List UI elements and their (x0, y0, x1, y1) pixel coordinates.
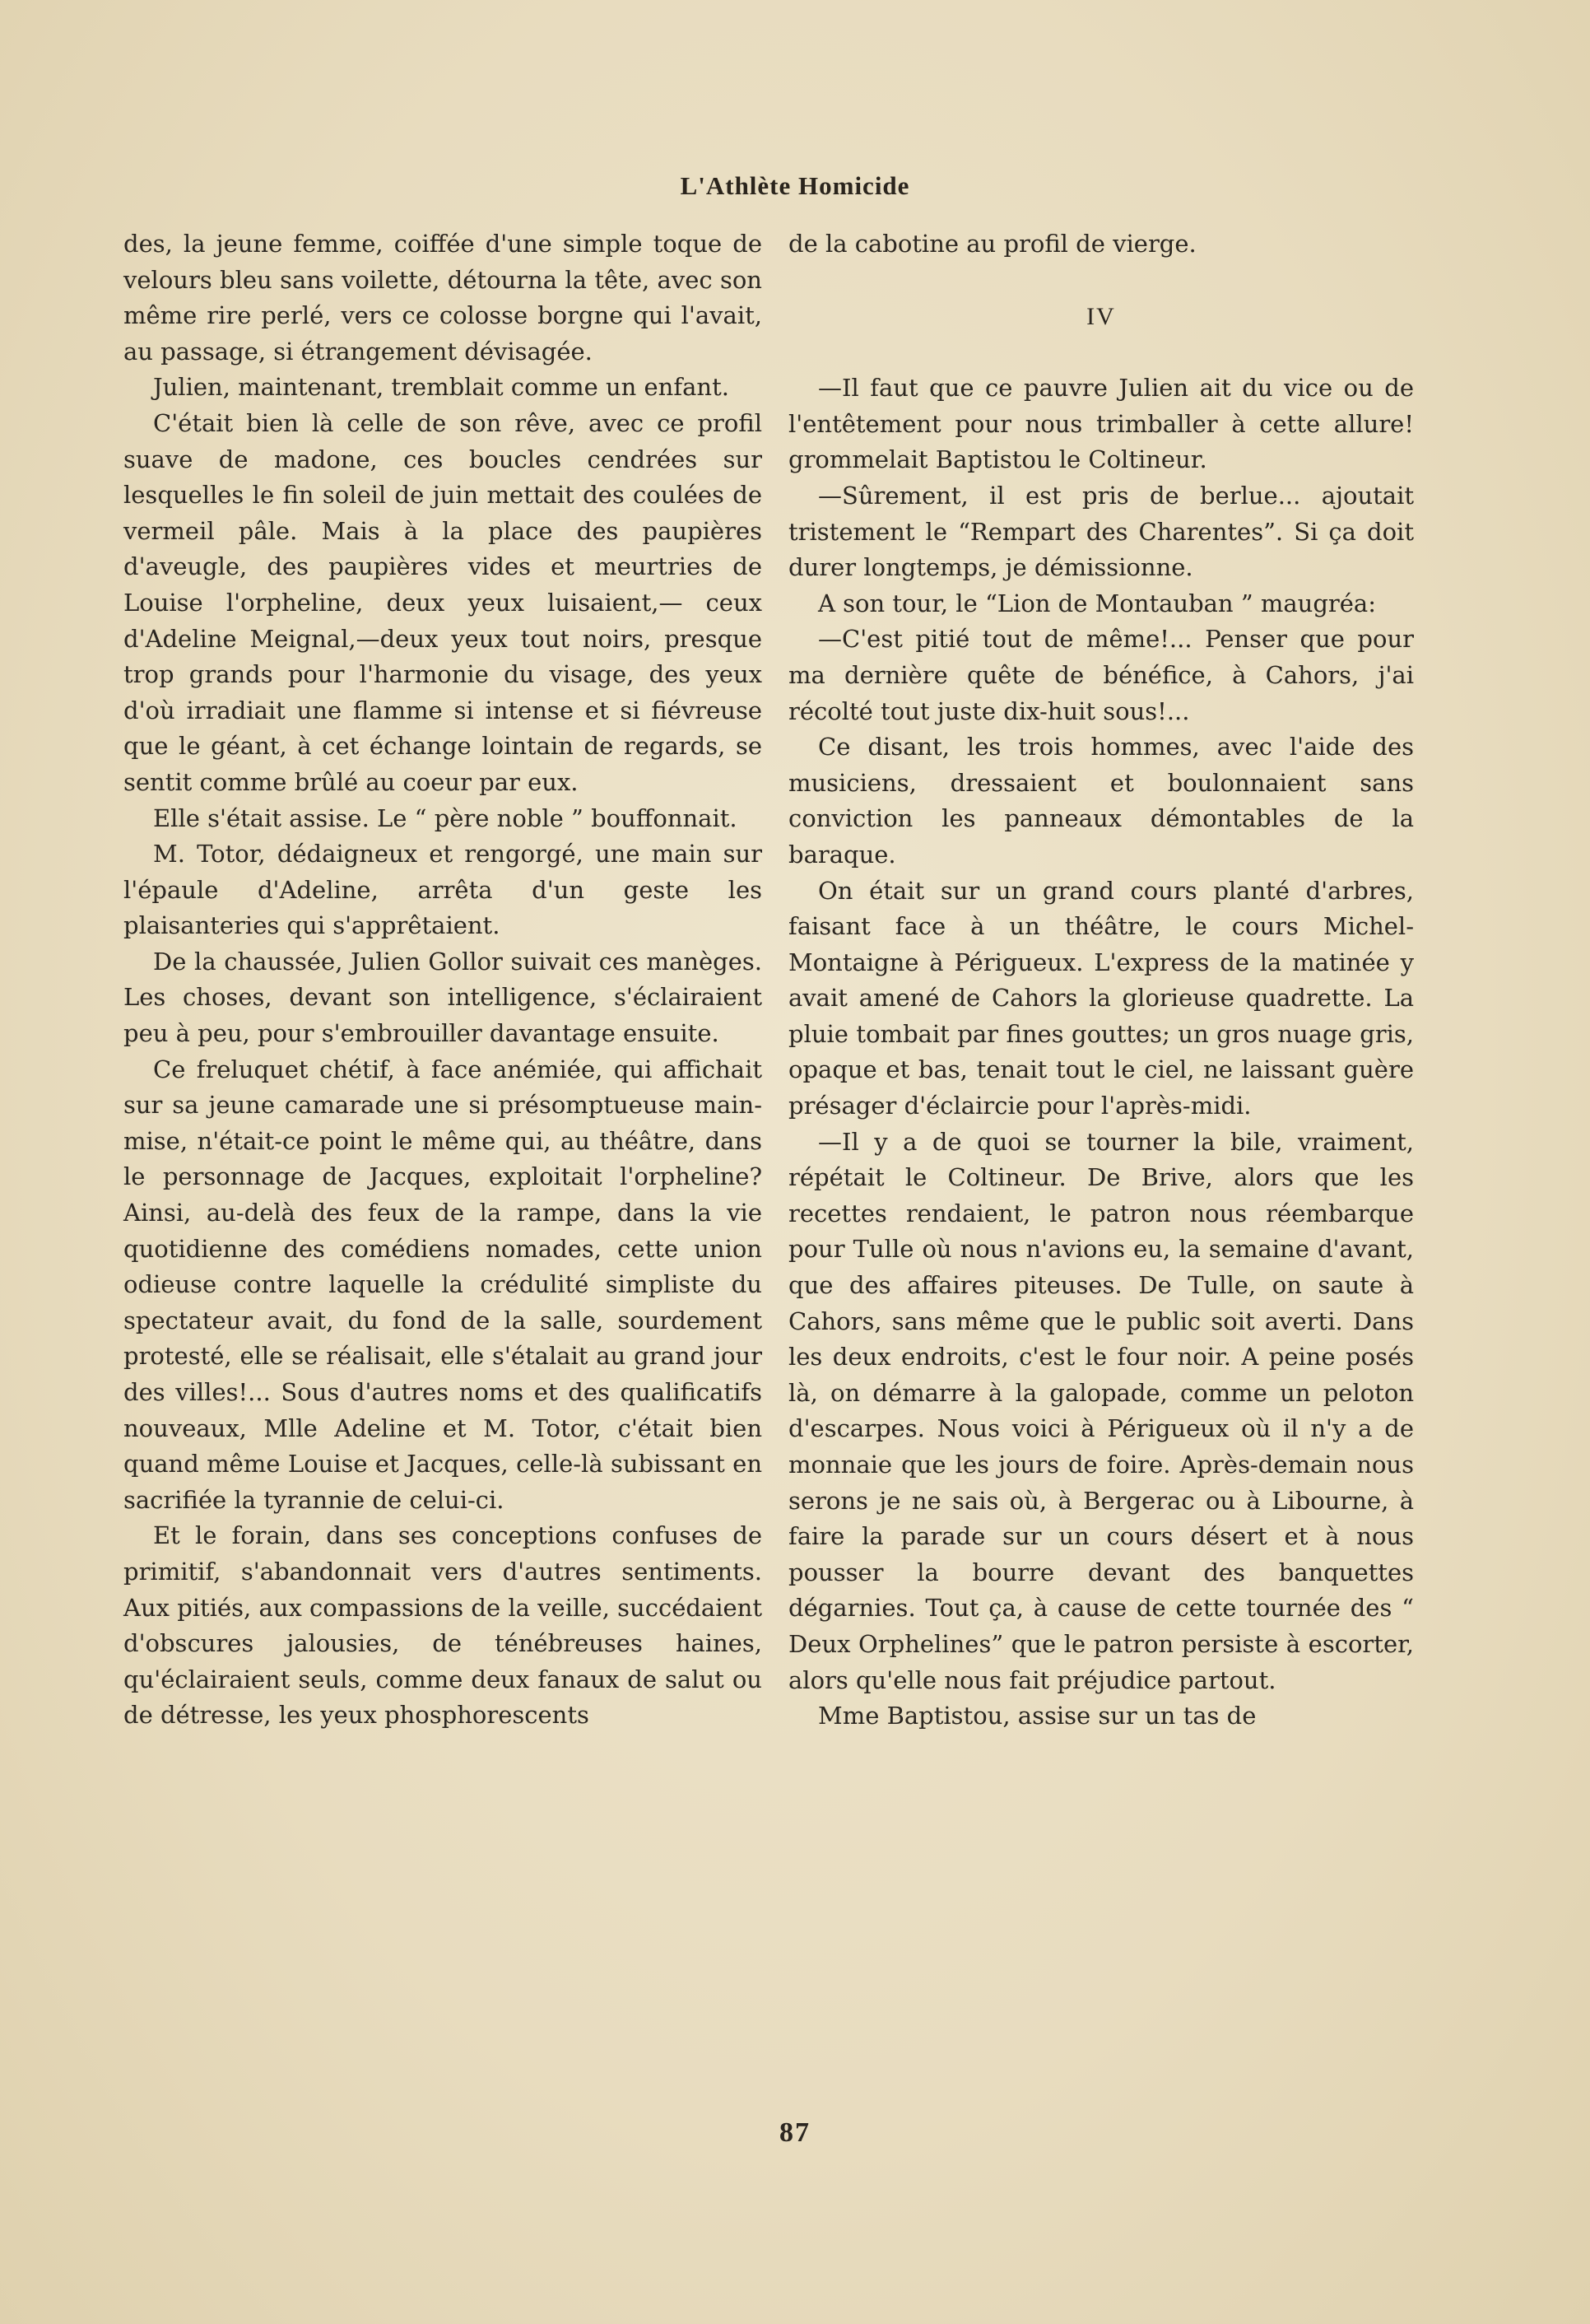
paragraph: de la cabotine au profil de vierge. (788, 230, 1197, 258)
paragraph: C'était bien là celle de son rêve, avec ce profil suave de madone, ces boucles cendrées sur lesquelles le fin soleil de juin mettait des coulées de vermeil pâle. Mais à la place des paupières d'aveugle, des paupières vides et meurtries de Louise l'orpheline, deux yeux luisaient,— ceux d'Adeline Meignal,—deux yeux tout noirs, presque trop grands pour l'harmonie du visage, des yeux d'où irradiait une flamme si intense et si fiévreuse que le géant, à cet échange lointain de regards, se sentit comme brûlé au coeur par eux. (123, 408, 762, 796)
paragraph: De la chaussée, Julien Gollor suivait ces manèges. Les choses, devant son intelligence, s'éclairaient peu à peu, pour s'embrouiller davantage ensuite. (123, 947, 762, 1048)
paragraph: —Sûrement, il est pris de berlue... ajoutait tristement le “Rempart des Charentes”. Si ça doit durer longtemps, je démissionne. (788, 481, 1414, 582)
paragraph: Mme Baptistou, assise sur un tas de (818, 1702, 1257, 1730)
paragraph: Elle s'était assise. Le “ père noble ” bouffonnait. (153, 803, 737, 832)
paragraph: des, la jeune femme, coiffée d'une simple toque de velours bleu sans voilette, détourna la tête, avec son même rire perlé, vers ce colosse borgne qui l'avait, au passage, si étrangement dévisagée. (123, 230, 762, 366)
page-number: 87 (779, 2117, 811, 2148)
paragraph: A son tour, le “Lion de Montauban ” maugréa: (818, 589, 1376, 617)
paragraph: —Il y a de quoi se tourner la bile, vraiment, répétait le Coltineur. De Brive, alors que les recettes rendaient, le patron nous réembarque pour Tulle où nous n'avions eu, la semaine d'avant, que des affaires piteuses. De Tulle, on saute à Cahors, sans même que le public soit averti. Dans les deux endroits, c'est le four noir. A peine posés là, on démarre à la galopade, comme un peloton d'escarpes. Nous voici à Périgueux où il n'y a de monnaie que les jours de foire. Après-demain nous serons je ne sais où, à Bergerac ou à Libourne, à faire la parade sur un cours désert et à nous pousser la bourre devant des banquettes dégarnies. Tout ça, à cause de cette tournée des “ Deux Orphelines” que le patron persiste à escorter, alors qu'elle nous fait préjudice partout. (788, 1127, 1414, 1694)
paragraph: Ce disant, les trois hommes, avec l'aide des musiciens, dressaient et boulonnaient sans conviction les panneaux démontables de la baraque. (788, 733, 1414, 869)
left-column (123, 226, 762, 1734)
section-heading: IV (1086, 302, 1116, 330)
paragraph: —Il faut que ce pauvre Julien ait du vice ou de l'entêtement pour nous trimballer à cette allure! grommelait Baptistou le Coltineur. (788, 374, 1414, 474)
paragraph: On était sur un grand cours planté d'arbres, faisant face à un théâtre, le cours Michel-Montaigne à Périgueux. L'express de la matinée y avait amené de Cahors la glorieuse quadrette. La pluie tombait par fines gouttes; un gros nuage gris, opaque et bas, tenait tout le ciel, ne laissant guère présager d'éclaircie pour l'après-midi. (788, 876, 1414, 1120)
right-column (788, 226, 1414, 1735)
paragraph: M. Totor, dédaigneux et rengorgé, une main sur l'épaule d'Adeline, arrêta d'un geste les plaisanteries qui s'apprêtaient. (123, 840, 762, 940)
paragraph: Julien, maintenant, tremblait comme un enfant. (153, 373, 729, 402)
paragraph: Ce freluquet chétif, à face anémiée, qui affichait sur sa jeune camarade une si présomptueuse main-mise, n'était-ce point le même qui, au théâtre, dans le personnage de Jacques, exploitait l'orpheline? Ainsi, au-delà des feux de la rampe, dans la vie quotidienne des comédiens nomades, cette union odieuse contre laquelle la crédulité simpliste du spectateur avait, du fond de la salle, sourdement protesté, elle se réalisait, elle s'étalait au grand jour des villes!... Sous d'autres noms et des qualificatifs nouveaux, Mlle Adeline et M. Totor, c'était bien quand même Louise et Jacques, celle-là subissant en sacrifiée la tyrannie de celui-ci. (123, 1055, 762, 1514)
paragraph: Et le forain, dans ses conceptions confuses de primitif, s'abandonnait vers d'autres sentiments. Aux pitiés, aux compassions de la veille, succédaient d'obscures jalousies, de ténébreuses haines, qu'éclairaient seuls, comme deux fanaux de salut ou de détresse, les yeux phosphorescents (123, 1521, 762, 1730)
running-head: L'Athlète Homicide (680, 171, 910, 200)
paragraph: —C'est pitié tout de même!... Penser que pour ma dernière quête de bénéfice, à Cahors, j'ai récolté tout juste dix-huit sous!... (788, 625, 1414, 725)
